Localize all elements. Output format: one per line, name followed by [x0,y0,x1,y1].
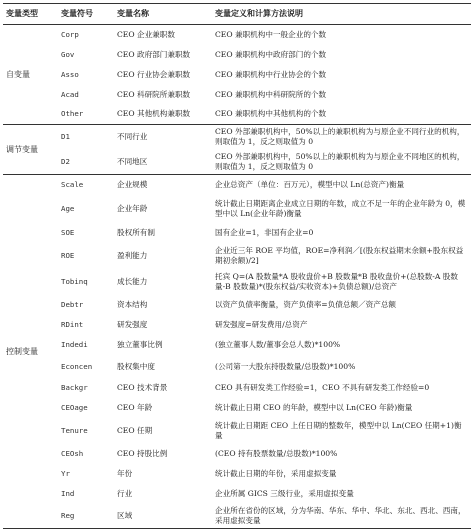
variable-definition-table [3,3,471,529]
table-body [3,25,471,529]
variable-type-cell: 自变量 [6,69,30,79]
definition-cell: CEO 外部兼职机构中，50%以上的兼职机构为与原企业不同地区的机构，则取值为 1，反之则取值为 0 [215,151,465,171]
header-variable-type: 变量类型 [6,9,38,18]
variable-name-cell: CEO 技术背景 [117,382,168,392]
variable-name-cell: 行业 [117,488,133,498]
definition-cell: CEO 兼职机构中政府部门的个数 [215,49,327,59]
definition-cell: 企业所属 GICS 三级行业，采用虚拟变量 [215,488,354,498]
definition-cell: (独立董事人数/董事会总人数)*100% [215,340,341,349]
variable-name-cell: CEO 企业兼职数 [117,29,175,39]
definition-cell: 以资产负债率衡量，资产负债率=负债总额／资产总额 [215,299,397,309]
variable-symbol-cell: D2 [61,156,70,166]
variable-type-cell: 调节变量 [6,144,38,154]
variable-name-cell: CEO 科研院所兼职数 [117,89,191,99]
variable-name-cell: 年份 [117,468,133,478]
variable-name-cell: 成长能力 [117,276,148,286]
table-row [3,418,471,444]
table-row [3,269,471,295]
definition-cell: 统计截止日期距 CEO 上任日期的整数年，模型中以 Ln(CEO 任期+1)衡量 [215,420,462,440]
variable-name-cell: 企业年龄 [117,203,148,213]
definition-cell: 企业总资产（单位：百万元），模型中以 Ln(总资产)衡量 [215,179,405,189]
table-row [3,150,471,175]
variable-name-cell: 不同地区 [117,156,148,166]
table-row [3,195,471,223]
table-row [3,243,471,269]
table-row [3,295,471,315]
variable-symbol-cell: SOE [61,227,75,237]
variable-symbol-cell: Yr [61,468,70,478]
variable-symbol-cell: RDint [61,319,84,329]
definition-cell: CEO 兼职机构中其他机构的个数 [215,109,327,119]
table-header [3,4,471,25]
table-row [3,65,471,85]
table-row [3,398,471,418]
table-row [3,464,471,484]
variable-name-cell: CEO 行业协会兼职数 [117,69,191,79]
table-row [3,175,471,195]
definition-cell: 统计截止日期距离企业成立日期的年数，成立不足一年的企业年龄为 0，模型中以 Ln(企业年龄)衡量 [215,198,466,218]
definition-cell: 托宾 Q=(A 股数量*A 股收盘价+B 股数量*B 股收盘价+(总股数-A 股数量-B 股数量)*(股东权益/实收资本)+负债总额)/总资产 [215,271,458,291]
variable-name-cell: 独立董事比例 [117,340,163,349]
definition-cell: 企业近三年 ROE 平均值，ROE=净利润／[(股东权益期末余额+股东权益期初余额)/2] [215,245,464,265]
header-definition: 变量定义和计算方法说明 [215,9,303,18]
definition-cell: CEO 兼职机构中一般企业的个数 [215,29,327,39]
variable-symbol-cell: CEOage [61,402,88,412]
definition-cell: 国有企业=1，非国有企业=0 [215,227,314,237]
definition-cell: (CEO 持有股票数量/总股数)*100% [215,448,338,458]
variable-name-cell: 资本结构 [117,299,148,309]
variable-symbol-cell: CEOsh [61,448,84,458]
variable-symbol-cell: Tenure [61,425,88,435]
definition-cell: CEO 兼职机构中行业协会的个数 [215,69,327,79]
definition-cell: 企业所在省份的区域，分为华南、华东、华中、华北、东北、西北、西南，采用虚拟变量 [215,505,466,525]
definition-cell: 统计截止日期的年份，采用虚拟变量 [215,468,337,478]
variable-name-cell: 研发强度 [117,319,148,329]
definition-cell: CEO 外部兼职机构中，50%以上的兼职机构为与原企业不同行业的机构，则取值为 1，反之则取值为 0 [215,127,465,147]
variable-name-cell: 企业规模 [117,179,148,189]
table-row [3,315,471,335]
definition-cell: CEO 兼职机构中科研院所的个数 [215,89,327,99]
table-row [3,105,471,125]
variable-name-cell: 股权所有制 [117,227,155,237]
variable-symbol-cell: Ind [61,488,75,498]
variable-name-cell: CEO 政府部门兼职数 [117,49,191,59]
variable-name-cell: 股权集中度 [117,361,155,371]
variable-name-cell: CEO 年龄 [117,402,153,412]
variable-symbol-cell: Reg [61,510,75,520]
variable-name-cell: 不同行业 [117,132,148,142]
table-row [3,85,471,105]
variable-symbol-cell: D1 [61,132,70,142]
definition-cell: 研发强度=研发费用/总资产 [215,319,308,329]
definition-cell: (公司第一大股东持股数量/总股数)*100% [215,361,356,371]
variable-symbol-cell: Backgr [61,382,88,392]
definition-cell: 统计截止日期 CEO 的年龄，模型中以 Ln(CEO 年龄)衡量 [215,402,413,412]
table-row [3,335,471,356]
variable-name-cell: CEO 其他机构兼职数 [117,109,191,119]
variable-symbol-cell: Corp [61,29,79,39]
table-row [3,125,471,150]
table-row [3,356,471,378]
table-row [3,444,471,464]
table-row [3,25,471,45]
table-row [3,223,471,243]
header-variable-symbol: 变量符号 [61,9,93,18]
variable-symbol-cell: Debtr [61,299,84,309]
variable-symbol-cell: Acad [61,89,79,99]
table-row [3,378,471,398]
table-row [3,484,471,504]
variable-symbol-cell: Scale [61,179,84,189]
variable-symbol-cell: Gov [61,49,75,59]
variable-symbol-cell: Age [61,203,75,213]
variable-symbol-cell: ROE [61,250,75,260]
variable-name-cell: CEO 任期 [117,425,153,435]
variable-symbol-cell: Asso [61,69,79,79]
table-row [3,504,471,529]
definition-cell: CEO 具有研发类工作经验=1，CEO 不具有研发类工作经验=0 [215,382,430,392]
variable-symbol-cell: Econcen [61,361,93,371]
variable-type-cell: 控制变量 [6,346,38,356]
header-row [3,4,471,25]
variable-symbol-cell: Indedi [61,340,88,349]
header-variable-name: 变量名称 [117,9,149,18]
variable-name-cell: 盈利能力 [117,250,148,260]
variable-symbol-cell: Tobinq [61,276,88,286]
table-row [3,45,471,65]
variable-symbol-cell: Other [61,109,84,119]
variable-name-cell: 区域 [117,510,133,520]
variable-name-cell: CEO 持股比例 [117,448,168,458]
